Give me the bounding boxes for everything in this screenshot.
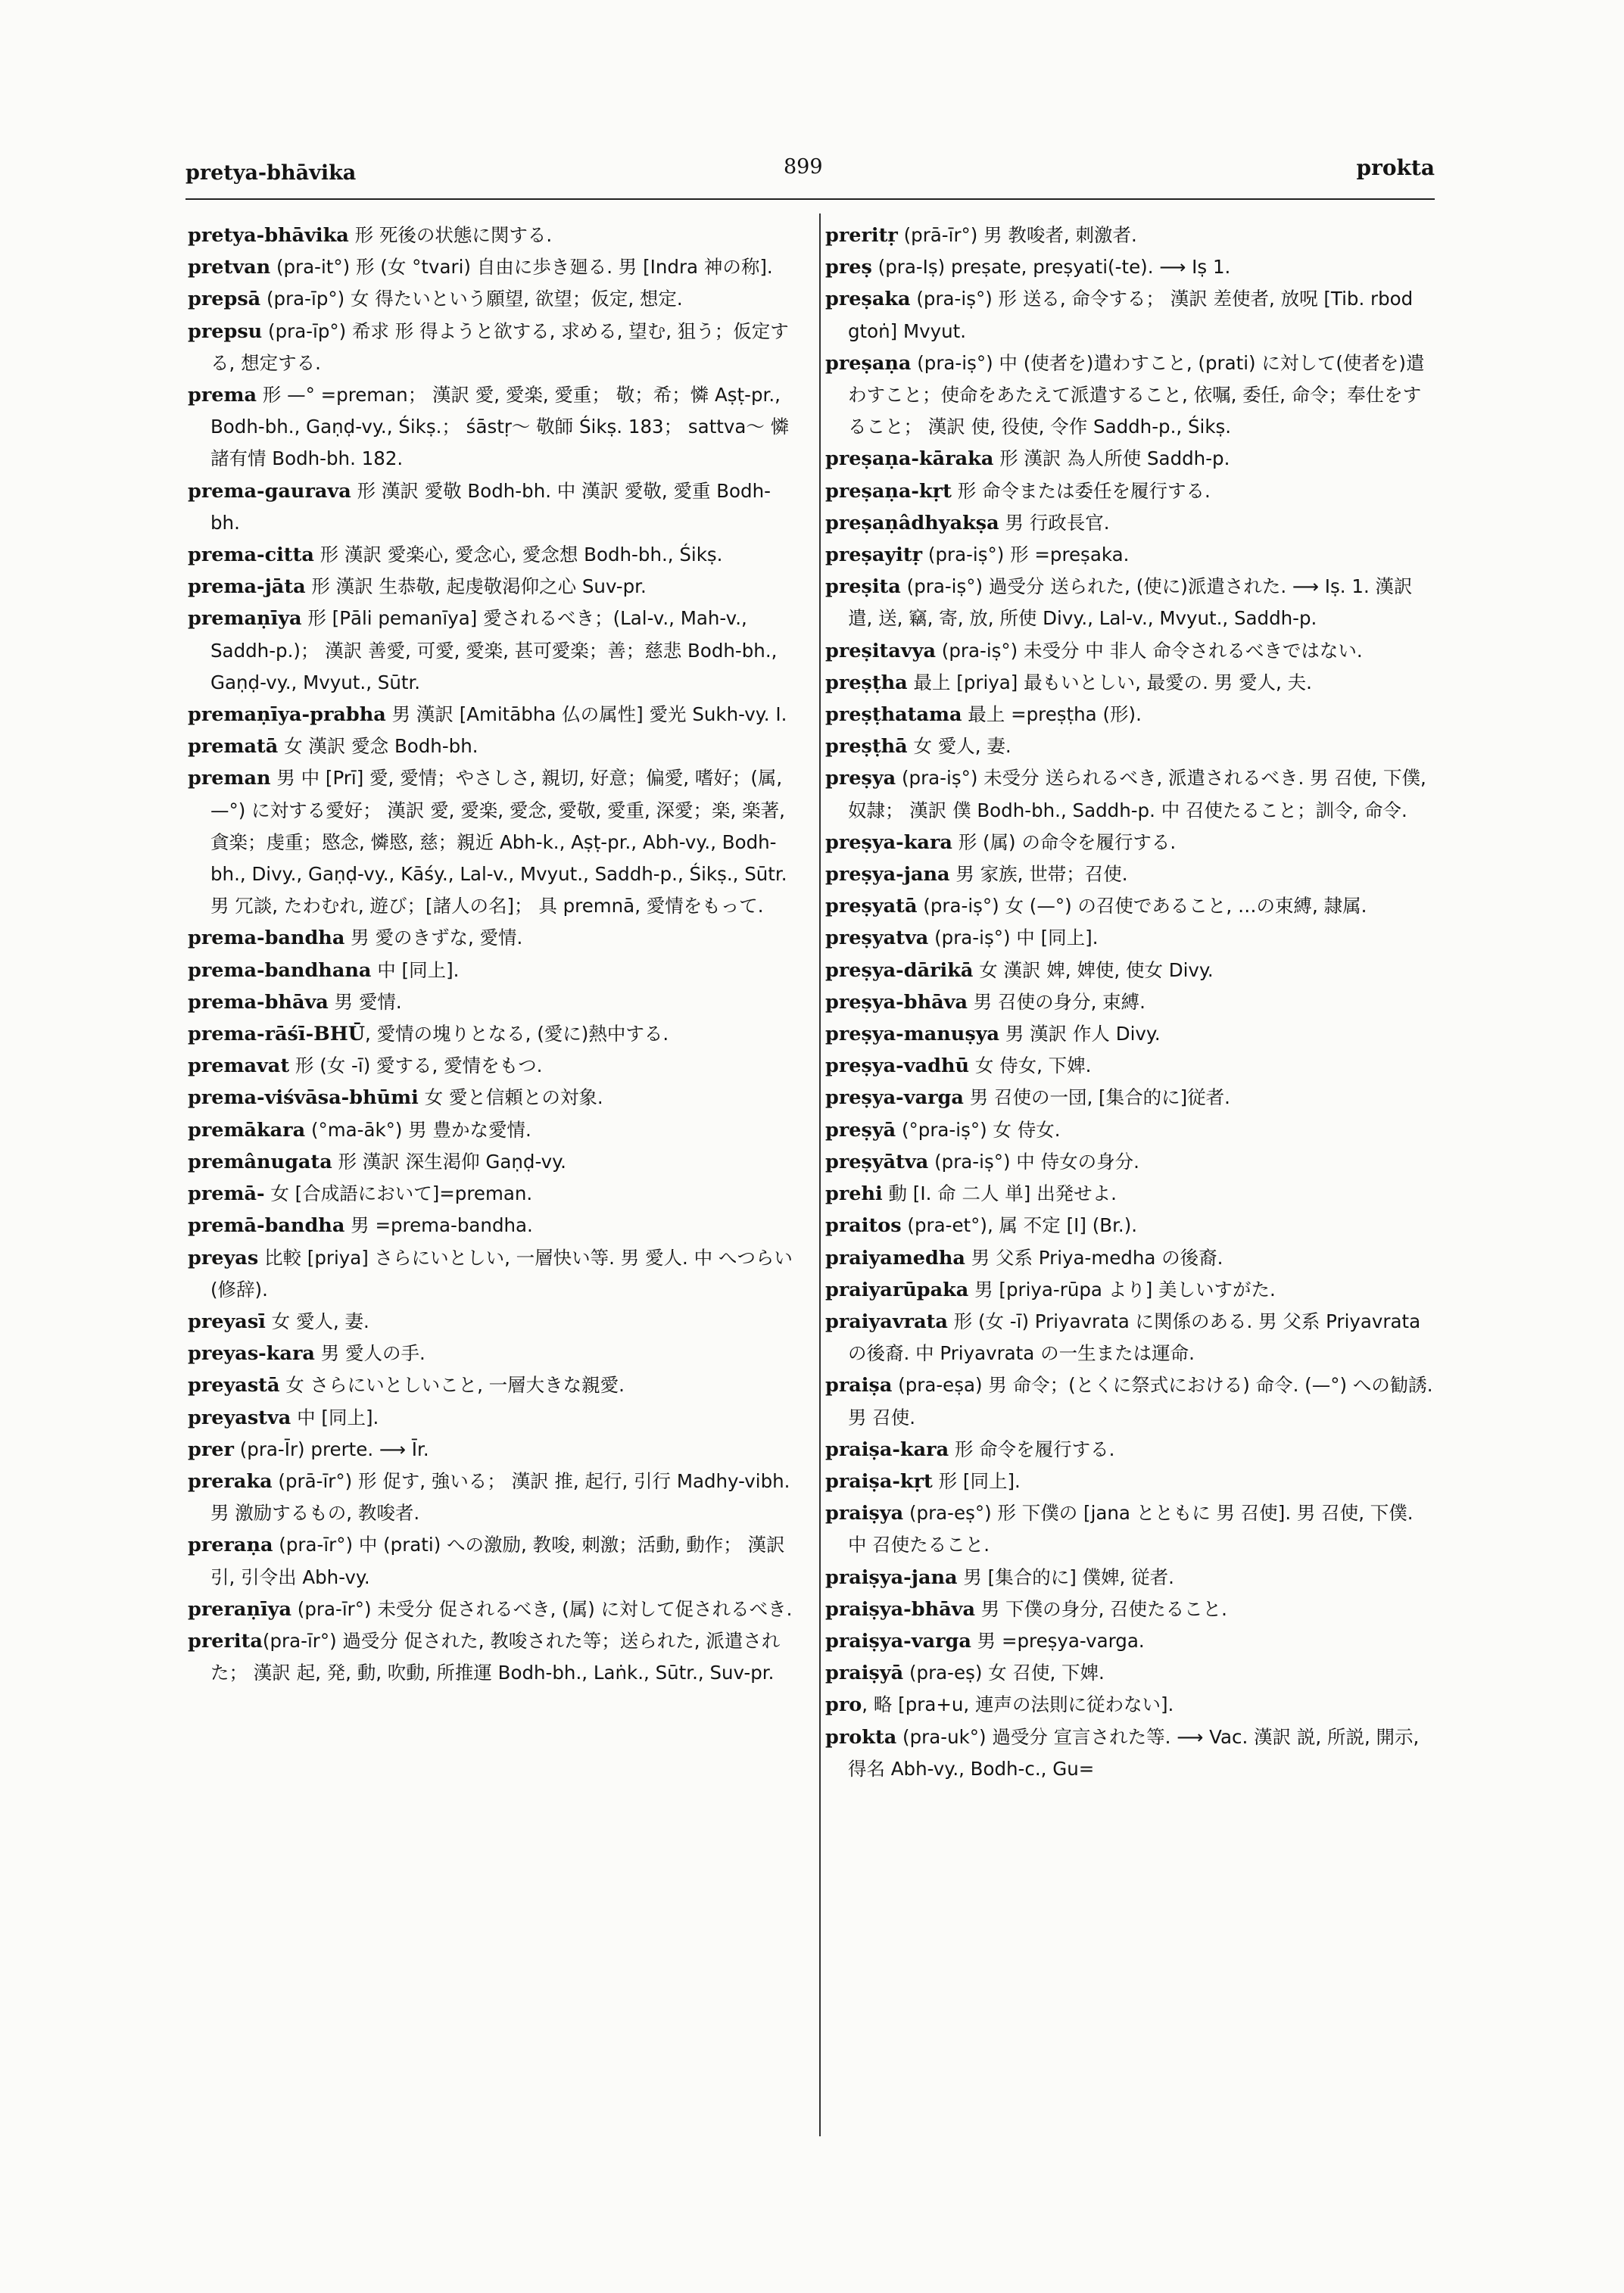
definition: (pra-Iṣ) preṣate, preṣyati(-te). ⟶ Iṣ 1. bbox=[871, 256, 1231, 279]
dictionary-entry bbox=[825, 1274, 1437, 1306]
definition: 形 [Pāli pemanīya] 愛されるべき；(Lal-v., Mah-v., Saddh-p.)； 漢訳 善愛, 可愛, 愛楽, 甚可愛楽；善；慈悲 Bodh-bh., Gaṇḍ-vy., Mvyut., Sūtr. bbox=[210, 607, 778, 693]
definition: 男 [priya-rūpa より] 美しいすがた. bbox=[968, 1278, 1276, 1301]
definition: 女 愛と信頼との対象. bbox=[418, 1086, 603, 1109]
definition: 形 命令または委任を履行する. bbox=[951, 479, 1211, 502]
dictionary-entry bbox=[188, 1018, 797, 1050]
headword: preṣitavya bbox=[825, 639, 936, 662]
definition: (pra-īr°) 中 (prati) への激励, 教唆, 刺激；活動, 動作； 漢訳 引, 引令出 Abh-vy. bbox=[210, 1534, 785, 1588]
headword: prepsu bbox=[188, 319, 263, 343]
definition: 男 愛のきずな, 愛情. bbox=[344, 927, 523, 949]
dictionary-entry bbox=[188, 1306, 797, 1338]
definition: (pra-īp°) 希求 形 得ようと欲する, 求める, 望む, 狙う；仮定する, 想定する. bbox=[210, 319, 789, 374]
dictionary-entry bbox=[825, 347, 1437, 444]
dictionary-entry bbox=[188, 1466, 797, 1529]
definition: (pra-īr°) 未受分 促されるべき, (属) に対して促されるべき. bbox=[291, 1597, 793, 1620]
headword: praiṣa-kṛt bbox=[825, 1469, 933, 1493]
definition: 女 [合成語において]=preman. bbox=[264, 1182, 533, 1205]
definition: 形 漢訳 愛敬 Bodh-bh. 中 漢訳 愛敬, 愛重 Bodh-bh. bbox=[210, 479, 771, 534]
definition: (pra-Īr) prerte. ⟶ Īr. bbox=[233, 1438, 429, 1460]
headword: premaṇīya-prabha bbox=[188, 703, 386, 727]
dictionary-entry bbox=[825, 699, 1437, 731]
running-head-right: prokta bbox=[1356, 155, 1435, 180]
page-header bbox=[185, 155, 1435, 193]
dictionary-entry bbox=[825, 635, 1437, 667]
dictionary-entry bbox=[825, 762, 1437, 826]
headword: preṣaṇa bbox=[825, 351, 912, 375]
headword: prematā bbox=[188, 735, 279, 759]
headword: preṣya-varga bbox=[825, 1086, 964, 1110]
dictionary-entry bbox=[825, 1625, 1437, 1657]
dictionary-entry bbox=[825, 1146, 1437, 1178]
definition: 男 漢訳 作人 Divy. bbox=[999, 1023, 1161, 1045]
dictionary-entry bbox=[825, 220, 1437, 251]
headword: prema-bandha bbox=[188, 927, 345, 950]
definition: 形 漢訳 生恭敬, 起虔敬渇仰之心 Suv-pr. bbox=[305, 575, 647, 598]
dictionary-entry bbox=[188, 1050, 797, 1082]
dictionary-entry bbox=[188, 1082, 797, 1114]
definition: 形 (女 -ī) Priyavrata に関係のある. 男 父系 Priyavrata の後裔. 中 Priyavrata の一生または運命. bbox=[848, 1310, 1421, 1365]
definition: (pra-īr°) 過受分 促された, 教唆された等；送られた, 派遣された； 漢訳 起, 発, 動, 吹動, 所推運 Bodh-bh., Laṅk., Sūtr., Suv-pr. bbox=[210, 1629, 781, 1684]
dictionary-entry bbox=[188, 731, 797, 762]
definition: (pra-eṣa) 男 命令；(とくに祭式における) 命令. (—°) への勧誘. 男 召使. bbox=[848, 1374, 1433, 1428]
dictionary-entry bbox=[825, 1050, 1437, 1082]
dictionary-entry bbox=[188, 955, 797, 986]
definition: 男 [集合的に] 僕婢, 従者. bbox=[957, 1566, 1174, 1588]
dictionary-entry bbox=[188, 1338, 797, 1369]
definition: 形 死後の状態に関する. bbox=[348, 224, 553, 246]
dictionary-entry bbox=[188, 922, 797, 954]
definition: (pra-it°) 形 (女 °tvari) 自由に歩き廻る. 男 [Indra 神の称]. bbox=[270, 256, 773, 279]
definition: 女 愛人, 妻. bbox=[265, 1310, 369, 1332]
dictionary-entry bbox=[825, 667, 1437, 699]
headword: prer bbox=[188, 1438, 234, 1461]
headword: prehi bbox=[825, 1182, 883, 1206]
headword: preman bbox=[188, 767, 271, 790]
definition: 男 中 [Prī] 愛, 愛情；やさしさ, 親切, 好意；偏愛, 嗜好；(属, —°) に対する愛好； 漢訳 愛, 愛楽, 愛念, 愛敬, 愛重, 深愛；楽, 楽著, 貪楽；虔重；愍念, 憐愍, 慈；親近 Abh-k., Aṣṭ-pr., Abh-vy., Bodh-bh., Divy., Gaṇḍ-vy., Kāśy., Lal-v., Mvyut., Saddh-p., Śikṣ., Sūtr. 男 冗談, たわむれ, 遊び；[諸人の名]； 具 premnā, 愛情をもって. bbox=[210, 767, 787, 918]
headword: premavat bbox=[188, 1055, 290, 1078]
headword: preṣaṇa-kṛt bbox=[825, 479, 952, 503]
dictionary-entry bbox=[188, 316, 797, 379]
dictionary-entry bbox=[825, 1306, 1437, 1369]
headword: pretvan bbox=[188, 256, 271, 279]
definition: 形 (女 -ī) 愛する, 愛情をもつ. bbox=[289, 1055, 543, 1077]
headword: prema-viśvāsa-bhūmi bbox=[188, 1086, 419, 1110]
definition: 形 —° =preman； 漢訳 愛, 愛楽, 愛重； 敬；希；憐 Aṣṭ-pr., Bodh-bh., Gaṇḍ-vy., Śikṣ.； śāstṛ～ 敬師 Śikṣ. 183； sattva～ 憐諸有情 Bodh-bh. 182. bbox=[210, 384, 790, 470]
definition: (pra-uk°) 過受分 宣言された等. ⟶ Vac. 漢訳 説, 所説, 開示, 得名 Abh-vy., Bodh-c., Gu= bbox=[848, 1725, 1420, 1780]
definition: (pra-iṣ°) 未受分 送られるべき, 派遣されるべき. 男 召使, 下僕, 奴隷； 漢訳 僕 Bodh-bh., Saddh-p. 中 召使たること；訓令, 命令. bbox=[848, 767, 1426, 821]
headword: preṣaṇa-kāraka bbox=[825, 447, 994, 471]
dictionary-entry bbox=[188, 603, 797, 699]
dictionary-entry bbox=[188, 220, 797, 251]
right-column bbox=[825, 220, 1437, 1785]
dictionary-entry bbox=[825, 827, 1437, 858]
headword: praiyarūpaka bbox=[825, 1278, 969, 1301]
dictionary-entry bbox=[825, 955, 1437, 986]
definition: 男 召使の一団, [集合的に]従者. bbox=[963, 1086, 1230, 1109]
definition: (pra-et°), 属 不定 [I] (Br.). bbox=[901, 1214, 1138, 1237]
headword: praiṣyā bbox=[825, 1662, 904, 1685]
headword: preṣya-dārikā bbox=[825, 958, 974, 982]
headword: preraṇa bbox=[188, 1534, 273, 1557]
headword: prema-gaurava bbox=[188, 479, 351, 503]
headword: pro bbox=[825, 1693, 862, 1717]
definition: 中 [同上]. bbox=[371, 958, 460, 981]
definition: 最上 =preṣṭha (形). bbox=[962, 703, 1142, 726]
dictionary-entry bbox=[825, 890, 1437, 922]
headword: preyasī bbox=[188, 1310, 266, 1333]
definition: (pra-iṣ°) 中 [同上]. bbox=[928, 927, 1099, 949]
dictionary-entry bbox=[825, 1594, 1437, 1625]
dictionary-entry bbox=[825, 1721, 1437, 1785]
headword: preṣyā bbox=[825, 1118, 896, 1142]
dictionary-entry bbox=[188, 539, 797, 571]
definition: 男 行政長官. bbox=[999, 511, 1110, 534]
headword: preṣita bbox=[825, 575, 901, 599]
definition: (°pra-iṣ°) 女 侍女. bbox=[896, 1118, 1061, 1141]
dictionary-entry bbox=[825, 1018, 1437, 1050]
headword: preṣṭhatama bbox=[825, 703, 962, 727]
headword: preṣaka bbox=[825, 288, 911, 311]
dictionary-entry bbox=[825, 731, 1437, 762]
headword: preṣṭha bbox=[825, 671, 908, 694]
headword: preṣya-manuṣya bbox=[825, 1023, 1000, 1046]
page-number: 899 bbox=[784, 155, 823, 179]
definition: (pra-īp°) 女 得たいという願望, 欲望；仮定, 想定. bbox=[260, 288, 683, 310]
dictionary-entry bbox=[188, 571, 797, 603]
dictionary-entry bbox=[188, 475, 797, 539]
definition: 形 命令を履行する. bbox=[949, 1438, 1115, 1460]
dictionary-entry bbox=[825, 1242, 1437, 1274]
dictionary-entry bbox=[188, 1210, 797, 1242]
left-column bbox=[188, 220, 797, 1689]
definition: (pra-eṣ) 女 召使, 下婢. bbox=[903, 1662, 1105, 1684]
dictionary-entry bbox=[188, 1594, 797, 1625]
headword: pretya-bhāvika bbox=[188, 224, 349, 247]
dictionary-entry bbox=[188, 379, 797, 475]
headword: preraka bbox=[188, 1469, 273, 1493]
headword: prema-bandhana bbox=[188, 958, 372, 982]
dictionary-entry bbox=[188, 1369, 797, 1401]
definition: 形 [同上]. bbox=[932, 1469, 1021, 1492]
definition: 男 家族, 世帯；召使. bbox=[949, 863, 1128, 886]
headword: praitos bbox=[825, 1214, 902, 1238]
dictionary-entry bbox=[825, 251, 1437, 283]
dictionary-entry bbox=[825, 571, 1437, 634]
headword: prema bbox=[188, 384, 257, 407]
headword: praiṣya-jana bbox=[825, 1566, 958, 1589]
headword: preṣayitṛ bbox=[825, 544, 923, 567]
definition: (pra-eṣ°) 形 下僕の [jana とともに 男 召使]. 男 召使, 下僕. 中 召使たること. bbox=[848, 1502, 1414, 1556]
headword: premākara bbox=[188, 1118, 306, 1142]
definition: 形 (属) の命令を履行する. bbox=[952, 830, 1177, 853]
dictionary-entry bbox=[825, 858, 1437, 890]
dictionary-entry bbox=[188, 762, 797, 922]
headword: preṣaṇâdhyakṣa bbox=[825, 511, 999, 534]
definition: 動 [I. 命 二人 単] 出発せよ. bbox=[882, 1182, 1117, 1205]
headword: prokta bbox=[825, 1725, 897, 1749]
definition: (pra-iṣ°) 中 侍女の身分. bbox=[928, 1150, 1139, 1173]
dictionary-entry bbox=[825, 1689, 1437, 1721]
definition: (pra-iṣ°) 女 (—°) の召使であること, …の束縛, 隷属. bbox=[917, 895, 1367, 918]
definition: (pra-iṣ°) 中 (使者を)遣わすこと, (prati) に対して(使者を)遣わすこと；使命をあたえて派遣すること, 依嘱, 委任, 命令；奉仕をすること； 漢訳 使, 役使, 令作 Saddh-p., Śikṣ. bbox=[848, 351, 1425, 438]
header-rule bbox=[185, 198, 1435, 200]
definition: (pra-iṣ°) 形 送る, 命令する； 漢訳 差使者, 放呪 [Tib. rbod gtoṅ] Mvyut. bbox=[848, 288, 1414, 342]
headword: premaṇīya bbox=[188, 607, 302, 631]
dictionary-entry bbox=[188, 251, 797, 283]
dictionary-entry bbox=[825, 1114, 1437, 1146]
headword: preyas-kara bbox=[188, 1342, 315, 1366]
headword: praiṣa-kara bbox=[825, 1438, 949, 1461]
headword: praiyamedha bbox=[825, 1246, 965, 1270]
headword: premânugata bbox=[188, 1150, 332, 1173]
definition: , 愛情の塊りとなる, (愛に)熱中する. bbox=[365, 1023, 669, 1045]
definition: 女 さらにいとしいこと, 一層大きな親愛. bbox=[279, 1374, 625, 1397]
headword: prema-rāśī-BHŪ bbox=[188, 1023, 366, 1046]
headword: praiyavrata bbox=[825, 1310, 948, 1333]
headword: praiṣya-bhāva bbox=[825, 1597, 975, 1621]
dictionary-entry bbox=[825, 1657, 1437, 1689]
headword: preṣya-jana bbox=[825, 863, 950, 886]
dictionary-entry bbox=[188, 1178, 797, 1210]
headword: preṣya-kara bbox=[825, 830, 952, 854]
definition: 女 漢訳 愛念 Bodh-bh. bbox=[278, 735, 478, 758]
headword: preṣ bbox=[825, 256, 872, 279]
headword: preṣyatā bbox=[825, 895, 918, 918]
headword: preyastā bbox=[188, 1374, 280, 1397]
running-head-left: pretya-bhāvika bbox=[185, 161, 357, 185]
dictionary-entry bbox=[188, 1114, 797, 1146]
dictionary-entry bbox=[825, 922, 1437, 954]
dictionary-entry bbox=[825, 443, 1437, 475]
definition: , 略 [pra+u, 連声の法則に従わない]. bbox=[862, 1693, 1174, 1716]
dictionary-entry bbox=[825, 283, 1437, 347]
headword: preṣya bbox=[825, 767, 896, 790]
dictionary-entry bbox=[825, 1497, 1437, 1561]
headword: prema-jāta bbox=[188, 575, 306, 599]
definition: (pra-iṣ°) 形 =preṣaka. bbox=[922, 544, 1130, 566]
definition: 男 愛人の手. bbox=[314, 1342, 425, 1365]
dictionary-entry bbox=[825, 1369, 1437, 1433]
dictionary-entry bbox=[188, 1242, 797, 1306]
headword: preritṛ bbox=[825, 224, 898, 247]
dictionary-entry bbox=[825, 1178, 1437, 1210]
definition: 男 愛情. bbox=[328, 990, 402, 1013]
definition: 女 侍女, 下婢. bbox=[969, 1055, 1092, 1077]
headword: preṣṭhā bbox=[825, 735, 908, 759]
definition: 男 =preṣya-varga. bbox=[971, 1629, 1145, 1652]
headword: praiṣa bbox=[825, 1374, 893, 1397]
dictionary-entry bbox=[188, 699, 797, 731]
headword: praiṣya bbox=[825, 1502, 904, 1525]
dictionary-entry bbox=[188, 986, 797, 1018]
headword: preṣya-vadhū bbox=[825, 1055, 970, 1078]
headword: preṣyatva bbox=[825, 927, 929, 950]
definition: (pra-iṣ°) 未受分 中 非人 命令されるべきではない. bbox=[936, 639, 1363, 662]
definition: 女 漢訳 婢, 婢使, 使女 Divy. bbox=[973, 958, 1214, 981]
definition: 最上 [priya] 最もいとしい, 最愛の. 男 愛人, 夫. bbox=[907, 671, 1312, 693]
headword: preṣyātva bbox=[825, 1150, 929, 1173]
definition: 男 下僕の身分, 召使たること. bbox=[975, 1597, 1227, 1620]
definition: 女 愛人, 妻. bbox=[907, 735, 1011, 758]
definition: (pra-iṣ°) 過受分 送られた, (使に)派遣された. ⟶ Iṣ. 1. 漢訳 遣, 送, 竊, 寄, 放, 所使 Divy., Lal-v., Mvyut., Saddh-p. bbox=[848, 575, 1413, 630]
dictionary-entry bbox=[825, 1082, 1437, 1114]
definition: 男 父系 Priya-medha の後裔. bbox=[965, 1246, 1223, 1269]
dictionary-entry bbox=[825, 1210, 1437, 1242]
dictionary-entry bbox=[188, 1434, 797, 1466]
headword: preyastva bbox=[188, 1406, 291, 1429]
dictionary-entry bbox=[825, 475, 1437, 507]
definition: 比較 [priya] さらにいとしい, 一層快い等. 男 愛人. 中 へつらい (修辞). bbox=[210, 1246, 793, 1301]
definition: 男 召使の身分, 束縛. bbox=[968, 990, 1146, 1013]
definition: 中 [同上]. bbox=[291, 1406, 379, 1428]
dictionary-entry bbox=[825, 1562, 1437, 1594]
headword: premā- bbox=[188, 1182, 265, 1206]
definition: 形 漢訳 愛楽心, 愛念心, 愛念想 Bodh-bh., Śikṣ. bbox=[313, 544, 723, 566]
headword: prema-bhāva bbox=[188, 990, 329, 1014]
definition: 形 漢訳 深生渇仰 Gaṇḍ-vy. bbox=[332, 1150, 566, 1173]
headword: praiṣya-varga bbox=[825, 1629, 971, 1653]
headword: preṣya-bhāva bbox=[825, 990, 968, 1014]
dictionary-entry bbox=[825, 1466, 1437, 1497]
dictionary-entry bbox=[825, 1434, 1437, 1466]
dictionary-entry bbox=[825, 986, 1437, 1018]
headword: prema-citta bbox=[188, 544, 314, 567]
column-divider bbox=[819, 213, 821, 2136]
headword: prepsā bbox=[188, 288, 261, 311]
headword: preyas bbox=[188, 1246, 259, 1270]
definition: 男 漢訳 [Amitābha 仏の属性] 愛光 Sukh-vy. I. bbox=[385, 703, 787, 726]
dictionary-entry bbox=[188, 1625, 797, 1689]
definition: 形 漢訳 為人所使 Saddh-p. bbox=[993, 447, 1230, 470]
headword: preraṇīya bbox=[188, 1597, 292, 1621]
headword: prerita bbox=[188, 1629, 263, 1653]
definition: (prā-īr°) 形 促す, 強いる； 漢訳 推, 起行, 引行 Madhy-vibh. 男 激励するもの, 教唆者. bbox=[210, 1469, 790, 1525]
dictionary-entry bbox=[825, 539, 1437, 571]
headword: premā-bandha bbox=[188, 1214, 345, 1238]
dictionary-entry bbox=[188, 1529, 797, 1593]
dictionary-entry bbox=[825, 507, 1437, 539]
dictionary-entry bbox=[188, 1146, 797, 1178]
dictionary-entry bbox=[188, 1402, 797, 1434]
definition: (°ma-āk°) 男 豊かな愛情. bbox=[305, 1118, 531, 1141]
definition: (prā-īr°) 男 教唆者, 刺激者. bbox=[897, 224, 1137, 246]
dictionary-entry bbox=[188, 283, 797, 315]
definition: 男 =prema-bandha. bbox=[344, 1214, 533, 1237]
